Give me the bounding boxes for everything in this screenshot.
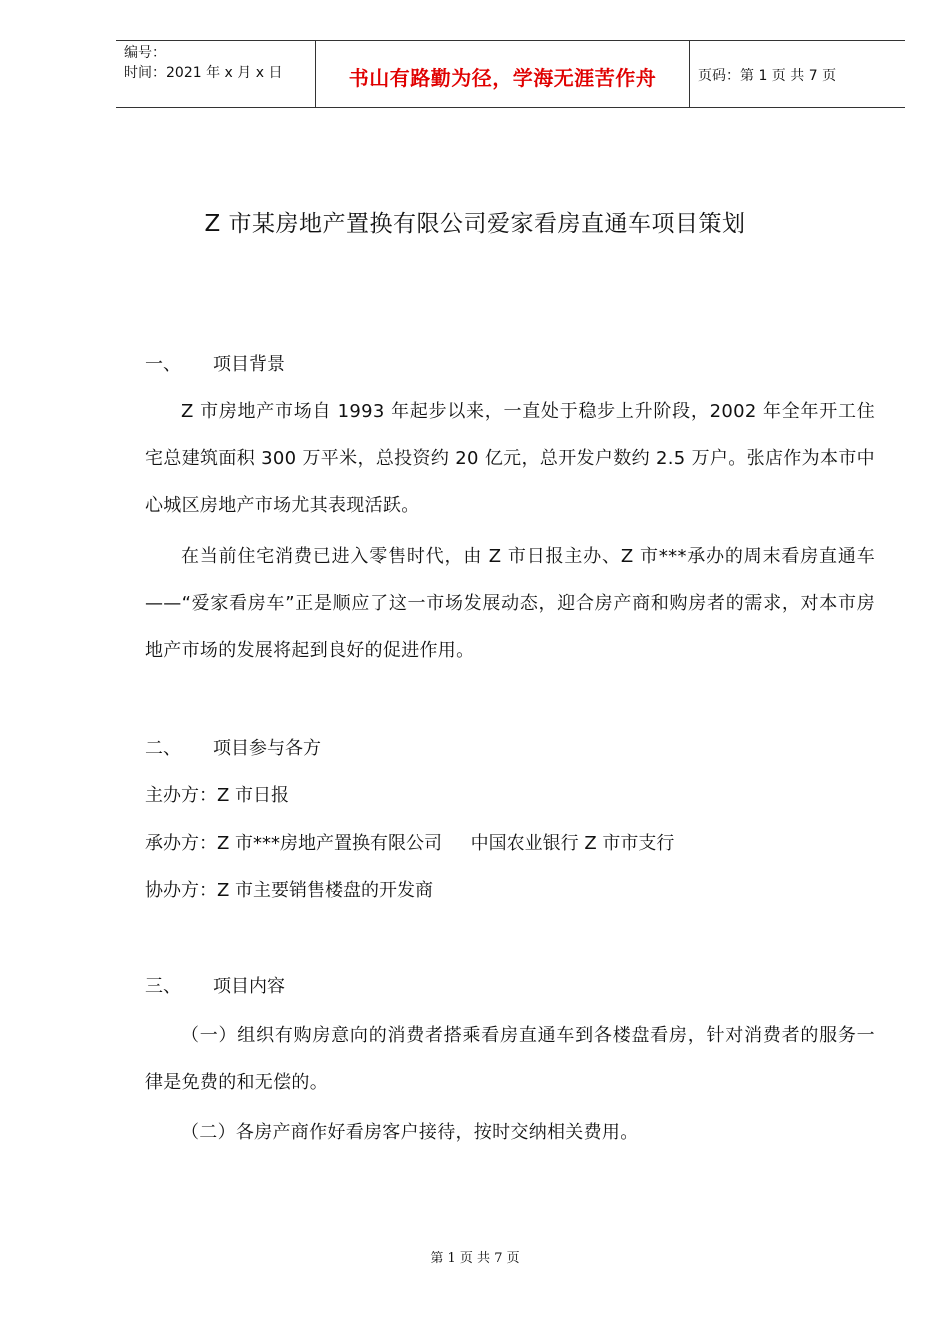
header-divider [689, 41, 690, 107]
paragraph: Z 市房地产市场自 1993 年起步以来，一直处于稳步上升阶段，2002 年全年开工住宅总建筑面积 300 万平米，总投资约 20 亿元，总开发户数约 2.5 万户。张店作为本市中心城区房地产市场尤其表现活跃。 [145, 401, 875, 516]
section-heading-participants [145, 737, 321, 761]
paragraph: （一）组织有购房意向的消费者搭乘看房直通车到各楼盘看房，针对消费者的服务一律是免费的和无偿的。 [145, 1025, 875, 1093]
page-footer: 第 1 页 共 7 页 [430, 1251, 520, 1266]
document-number-label: 编号： [124, 45, 166, 61]
section-title: 项目内容 [213, 976, 285, 997]
host-line: 主办方：Z 市日报 [145, 785, 290, 806]
section-number: 一、 [145, 354, 181, 375]
header-meta [124, 43, 282, 83]
section-title: 项目参与各方 [213, 738, 321, 759]
organizer-line: 承办方：Z 市***房地产置换有限公司 中国农业银行 Z 市市支行 [145, 833, 675, 854]
paragraph: 在当前住宅消费已进入零售时代，由 Z 市日报主办、Z 市***承办的周末看房直通车——“爱家看房车”正是顺应了这一市场发展动态，迎合房产商和购房者的需求，对本市房地产市场的发展将起到良好的促进作用。 [145, 546, 875, 661]
document-time: 时间：2021 年 x 月 x 日 [124, 65, 283, 81]
header-page-info: 页码：第 1 页 共 7 页 [698, 68, 837, 84]
header-motto: 书山有路勤为径，学海无涯苦作舟 [348, 66, 657, 90]
paragraph: （二）各房产商作好看房客户接待，按时交纳相关费用。 [181, 1122, 639, 1143]
section-number: 二、 [145, 738, 181, 759]
section-number: 三、 [145, 976, 181, 997]
section-title: 项目背景 [213, 354, 285, 375]
section-heading-content [145, 975, 285, 999]
document-title: Z 市某房地产置换有限公司爱家看房直通车项目策划 [204, 211, 746, 237]
section-heading-background [145, 353, 285, 377]
co-organizer-line: 协办方：Z 市主要销售楼盘的开发商 [145, 880, 434, 901]
page-header [116, 40, 905, 108]
